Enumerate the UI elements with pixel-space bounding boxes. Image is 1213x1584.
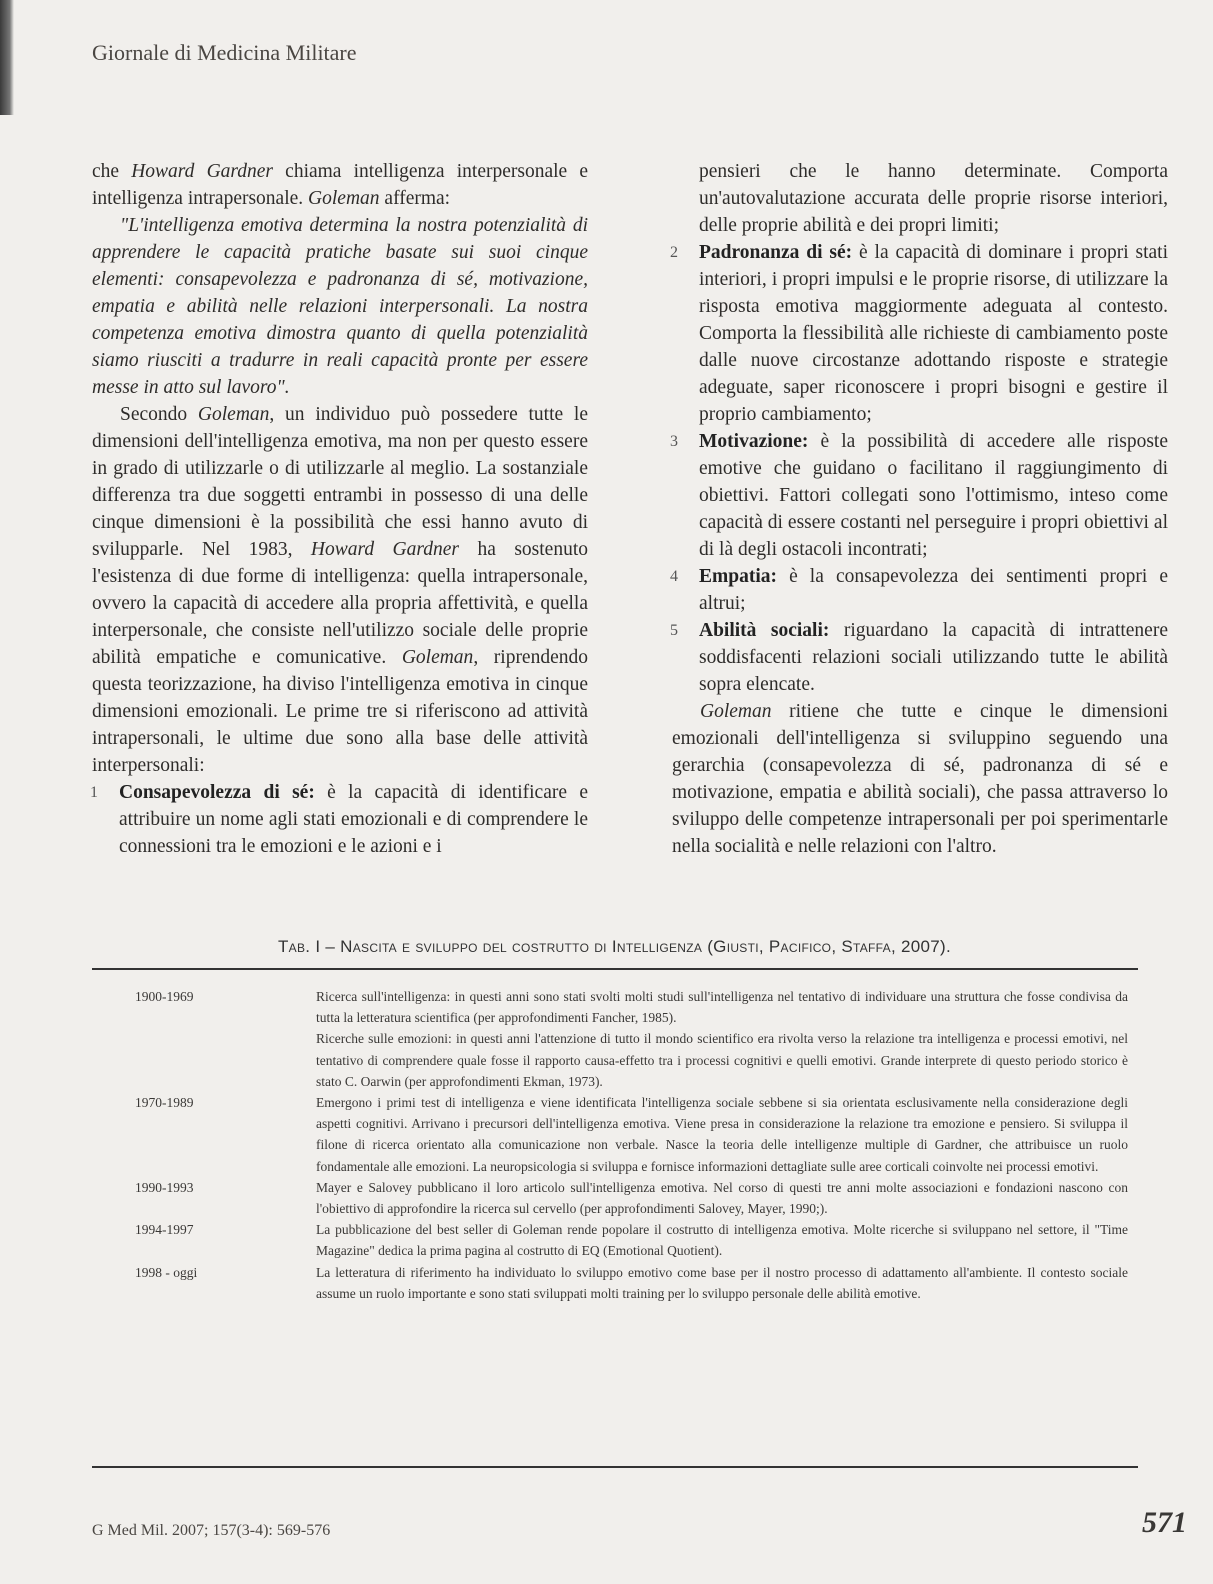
author-name: Goleman — [308, 188, 380, 209]
table-description: Ricerca sull'intelligenza: in questi anni sono stati svolti molti studi sull'intelligenza nel tentativo di individuare una struttura che fosse condivisa da tutta la letteratura scientifica (per approfondimenti Fancher, 1985). — [316, 989, 1128, 1026]
paragraph-closing: Goleman ritiene che tutte e cinque le dimensioni emozionali dell'intelligenza si sviluppino seguendo una gerarchia (consapevolezza di sé, padronanza di sé e motivazione, empatia e abilità sociali), che passa attraverso lo sviluppo delle competenze intrapersonali per poi sperimentarle nella socialità e nelle relazioni con l'altro. — [672, 701, 1168, 857]
journal-header: Giornale di Medicina Militare — [92, 40, 357, 65]
footer-citation: G Med Mil. 2007; 157(3-4): 569-576 — [92, 1522, 331, 1539]
author-name: Howard Gardner — [310, 539, 460, 560]
author-name: Goleman — [700, 701, 772, 722]
list-number: 1 — [90, 784, 98, 801]
table-top-rule — [92, 968, 1138, 970]
paragraph-dimensions: Secondo Goleman, un individuo può possedere tutte le dimensioni dell'intelligenza emotiva, ma non per questo essere in grado di utilizzarle o di utilizzarle al meglio. La sostanziale differenza tra due soggetti entrambi in possesso di una delle cinque dimensioni è la possibilità che essi hanno avuto di svilupparle. Nel 1983, Howard Gardner ha sostenuto l'esistenza di due forme di intelligenza: quella intrapersonale, ovvero la capacità di accedere alla propria affettività, e quella interpersonale, che consiste nell'utilizzo sociale delle proprie abilità empatiche e comunicative. Goleman, riprendendo questa teorizzazione, ha diviso l'intelligenza emotiva in cinque dimensioni emozionali. Le prime tre si riferiscono ad attività intrapersonali, le ultime due sono alla base delle attività interpersonali: — [92, 404, 588, 776]
table-row — [92, 1028, 1138, 1092]
table-year: 1998 - oggi — [135, 1264, 198, 1280]
table-year: 1990-1993 — [135, 1179, 194, 1195]
table-row — [92, 1092, 1138, 1177]
table-year: 1994-1997 — [135, 1222, 194, 1238]
table-description: Mayer e Salovey pubblicano il loro articolo sull'intelligenza emotiva. Nel corso di questi tre anni molte associazioni e fondazioni nascono con l'obiettivo di approfondire la ricerca sul cervello (per approfondimenti Salovey, Mayer, 1990;). — [316, 1179, 1128, 1217]
list-term: Consapevolezza di sé: — [119, 782, 315, 803]
table-row — [92, 986, 1138, 1028]
table-description: La letteratura di riferimento ha individuato lo sviluppo emotivo come base per il nostro processo di adattamento all'ambiente. Il contesto sociale assume un ruolo importante e sono stati sviluppati molti training per lo sviluppo personale delle abilità emotive. — [316, 1264, 1128, 1301]
paragraph-intro: che Howard Gardner chiama intelligenza interpersonale e intelligenza intrapersonale. Goleman afferma: — [92, 161, 588, 209]
right-column — [672, 158, 1168, 860]
list-term: Empatia: — [699, 566, 777, 587]
list-term: Padronanza di sé: — [699, 242, 853, 263]
list-term: Motivazione: — [699, 431, 809, 452]
list-item: 5 Abilità sociali: riguardano la capacità di intrattenere soddisfacenti relazioni sociali utilizzando tutte le abilità sopra elencate. — [672, 617, 1168, 698]
table-year: 1970-1989 — [135, 1095, 194, 1111]
list-item: 4 Empatia: è la consapevolezza dei sentimenti propri e altrui; — [672, 563, 1168, 617]
goleman-quote: "L'intelligenza emotiva determina la nostra potenzialità di apprendere le capacità pratiche basate sui suoi cinque elementi: consapevolezza e padronanza di sé, motivazione, empatia e abilità nelle relazioni interpersonali. La nostra competenza emotiva dimostra quanto di quella potenzialità siamo riusciti a tradurre in reali capacità pronte per essere messe in atto sul lavoro". — [92, 215, 588, 398]
list-item: 1 Consapevolezza di sé: è la capacità di identificare e attribuire un nome agli stati emozionali e di comprendere le connessioni tra le emozioni e le azioni e i — [92, 779, 588, 860]
table-description: Emergono i primi test di intelligenza e viene identificata l'intelligenza sociale sebbene si sia orientata esclusivamente nella considerazione degli aspetti cognitivi. Arrivano i precursori dell'intelligenza emotiva. Viene presa in considerazione la relazione tra emozione e pensiero. Si sviluppa il filone di ricerca orientato alla comunicazione non verbale. Nasce la teoria delle intelligenze multiple di Gardner, che attribuisce un ruolo fondamentale alle emozioni. La neuropsicologia si sviluppa e fornisce informazioni dettagliate sulle aree corticali coinvolte nei processi emotivi. — [316, 1095, 1128, 1174]
table-row — [92, 1219, 1138, 1261]
dimensions-list-continued — [672, 158, 1168, 698]
left-column — [92, 158, 588, 860]
list-number: 5 — [670, 622, 678, 639]
page-number: 571 — [1142, 1506, 1187, 1539]
list-number: 3 — [670, 433, 678, 450]
table-row — [92, 1262, 1138, 1304]
table-year — [92, 1028, 316, 1092]
author-name: Goleman — [401, 647, 474, 668]
list-item-continuation: pensieri che le hanno determinate. Comporta un'autovalutazione accurata delle proprie risorse interiori, delle proprie abilità e dei propri limiti; — [699, 161, 1168, 236]
list-item: 2 Padronanza di sé: è la capacità di dominare i propri stati interiori, i propri impulsi e le proprie risorse, di utilizzare la risposta emotiva maggiormente adeguata al contesto. Comporta la flessibilità alle richieste di cambiamento poste dalle nuove circostanze adottando risposte e strategie adeguate, saper riconoscere i propri bisogni e gestire il proprio cambiamento; — [672, 239, 1168, 428]
page-gutter-shadow — [0, 0, 14, 115]
author-name: Goleman — [197, 404, 270, 425]
intelligence-timeline-table — [92, 986, 1138, 1304]
table-bottom-rule — [92, 1466, 1138, 1468]
author-name: Howard Gardner — [131, 161, 274, 182]
dimensions-list — [92, 779, 588, 860]
list-number: 2 — [670, 244, 678, 261]
table-year: 1900-1969 — [135, 989, 194, 1004]
list-item: 3 Motivazione: è la possibilità di accedere alle risposte emotive che guidano o facilitano il raggiungimento di obiettivi. Fattori collegati sono l'ottimismo, inteso come capacità di essere costanti nel perseguire i propri obiettivi al di là degli ostacoli incontrati; — [672, 428, 1168, 563]
list-number: 4 — [670, 568, 678, 585]
table-row — [92, 1177, 1138, 1219]
table-caption: Tab. I – Nascita e sviluppo del costrutto di Intelligenza (Giusti, Pacifico, Staffa, 2007). — [278, 937, 951, 956]
table-description: La pubblicazione del best seller di Goleman rende popolare il costrutto di intelligenza emotiva. Molte ricerche si sviluppano nel settore, il "Time Magazine" dedica la prima pagina al costrutto di EQ (Emotional Quotient). — [316, 1222, 1128, 1259]
table-description: Ricerche sulle emozioni: in questi anni l'attenzione di tutto il mondo scientifico era rivolta verso la relazione tra intelligenza e processi emotivi, nel tentativo di comprendere quale fosse il rapporto causa-effetto tra i processi cognitivi e quelli emotivi. Grande interprete di questo periodo storico è stato C. Oarwin (per approfondimenti Ekman, 1973). — [316, 1031, 1128, 1089]
list-term: Abilità sociali: — [699, 620, 830, 641]
